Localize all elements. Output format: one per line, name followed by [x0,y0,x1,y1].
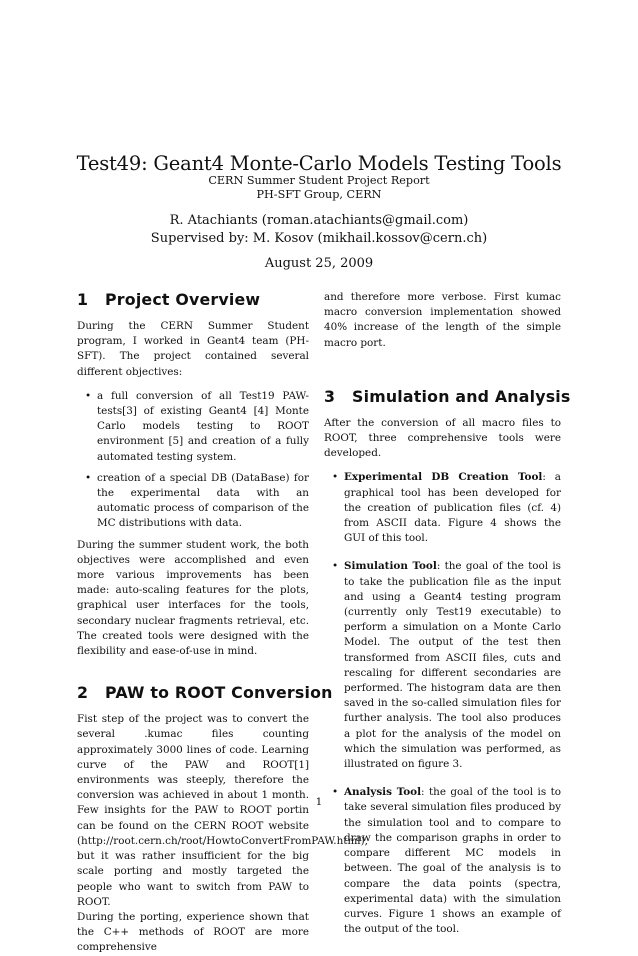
tool-name: Simulation Tool [344,560,437,573]
section-number: 2 [77,683,89,703]
list-item [324,785,561,937]
section-1-intro: During the CERN Summer Student program, I worked in Geant4 team (PH-SFT). The project contained several different objectives: [77,320,309,378]
section-1-heading [77,290,309,310]
page-number: 1 [315,796,323,808]
tool-name: Analysis Tool [344,786,422,799]
list-item: • creation of a special DB (DataBase) for the experimental data with an automatic process of comparison of the MC distributions with data. [77,471,309,532]
section-title: Simulation and Analysis [352,386,571,406]
list-item [324,470,561,546]
author-line: R. Atachiants (roman.atachiants@gmail.com) [169,213,469,228]
tool-description: : a graphical tool has been developed for the creation of publication files (cf. 4) from ASCII data. Figure 4 shows the GUI of this tool. [344,471,561,545]
group-subtitle: PH-SFT Group, CERN [256,188,382,201]
section-2-paragraph: Fist step of the project was to convert the several .kumac files counting approximately 3000 lines of code. Learning curve of the PAW and ROOT[1] environments was steeply, therefore the conversion was achieved in about 1 month. Few insights for the PAW to ROOT portin can be found on the CERN ROOT website (http://root.cern.ch/root/HowtoConvertFromPAW.html), but it was rather insufficient for the big scale porting and mostly targeted the people who want to switch from PAW to ROOT. [77,713,368,908]
left-column [77,290,368,956]
report-subtitle: CERN Summer Student Project Report [208,174,430,187]
date-line: August 25, 2009 [264,256,374,271]
tool-description: : the goal of the tool is to take several simulation files produced by the simulation tool and to compare to draw the comparison graphs in order to compare different MC models in between. The goal of the analysis is to compare the data points (spectra, experimental data) with the simulation curves. Figure 1 shows an example of the output of the tool. [344,786,561,936]
section-1-outro: During the summer student work, the both objectives were accomplished and even more various improvements has been made: auto-scaling features for the plots, graphical user interfaces for the tools, secondary nuclear fragments retrieval, etc. The created tools were designed with the flexibility and ease-of-use in mind. [77,538,309,658]
section-2-heading [77,683,333,703]
section-title: PAW to ROOT Conversion [105,683,333,703]
section-2-paragraph: During the porting, experience shown that the C++ methods of ROOT are more comprehensive [77,910,309,954]
list-item: • a full conversion of all Test19 PAW-tests[3] of existing Geant4 [4] Monte Carlo models testing to ROOT environment [5] and creation of a fully automated testing system. [77,389,309,465]
tool-description: : the goal of the tool is to take the publication file as the input and using a Geant4 testing program (currently only Test19 executable) to perform a simulation on a Monte Carlo Model. The output of the test then transformed from ASCII files, cuts and rescaling for different secondaries are performed. The histogram data are then saved in the so-called simulation files for further analysis. The tool also produces a plot for the analysis of the model on which the simulation was performed, as illustrated on figure 3. [344,560,561,771]
section-3-intro: After the conversion of all macro files to ROOT, three comprehensive tools were developed. [324,416,561,460]
tool-name: Experimental DB Creation Tool [344,471,543,484]
tools-list [324,470,561,937]
section-2-continuation: and therefore more verbose. First kumac macro conversion implementation showed 40% increase of the length of the simple macro port. [324,291,561,349]
supervisor-line: Supervised by: M. Kosov (mikhail.kossov@cern.ch) [150,231,488,246]
section-3-heading [324,386,571,407]
section-title: Project Overview [105,290,261,309]
objectives-list [77,389,309,532]
right-column [324,290,571,937]
paper-title: Test49: Geant4 Monte-Carlo Models Testing Tools [76,152,562,175]
section-number: 1 [77,290,89,309]
section-number: 3 [324,386,336,406]
list-item [324,559,561,772]
